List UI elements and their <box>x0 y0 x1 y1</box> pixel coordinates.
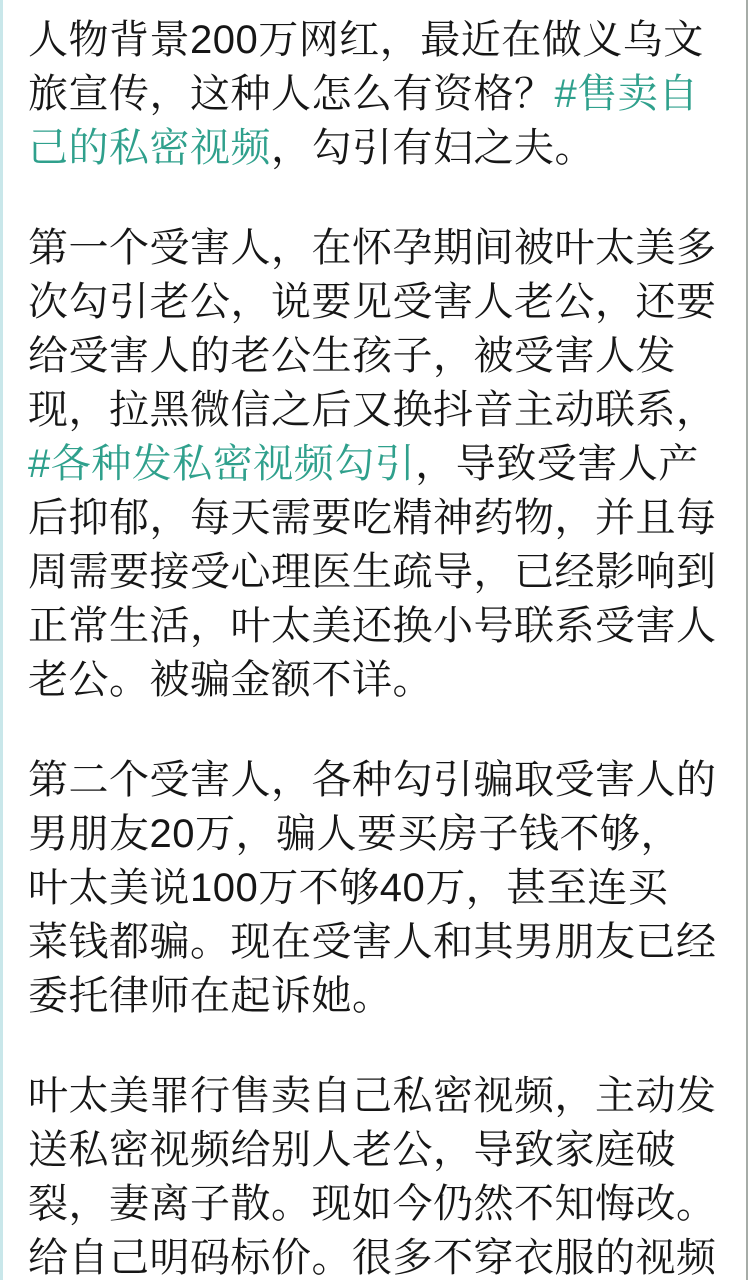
text-line <box>28 491 722 545</box>
paragraph <box>28 753 722 1023</box>
text-segment: ，导致受害人产 <box>415 442 699 486</box>
text-line <box>28 67 722 121</box>
text-segment: 委托律师在起诉她。 <box>28 974 393 1018</box>
text-line <box>28 329 722 383</box>
text-segment: 第二个受害人，各种勾引骗取受害人的 <box>28 758 717 802</box>
text-segment: 男朋友20万，骗人要买房子钱不够， <box>28 812 681 856</box>
text-segment: 送私密视频给别人老公，导致家庭破 <box>28 1128 676 1172</box>
text-line <box>28 13 722 67</box>
text-line <box>28 275 722 329</box>
text-line <box>28 221 722 275</box>
text-segment: 后抑郁，每天需要吃精神药物，并且每 <box>28 496 717 540</box>
text-line <box>28 1069 722 1123</box>
text-line <box>28 383 722 437</box>
text-segment: 旅宣传，这种人怎么有资格？ <box>28 72 555 116</box>
text-segment: 老公。被骗金额不详。 <box>28 658 433 702</box>
text-segment: 给受害人的老公生孩子，被受害人发 <box>28 334 676 378</box>
text-segment: 现，拉黑微信之后又换抖音主动联系， <box>28 388 717 432</box>
paragraph <box>28 13 722 175</box>
text-line <box>28 121 722 175</box>
text-line <box>28 969 722 1023</box>
text-segment: 给自己明码标价。很多不穿衣服的视频 <box>28 1236 717 1280</box>
text-line <box>28 1231 722 1280</box>
hashtag-link[interactable]: #各种发私密视频勾引 <box>28 442 416 486</box>
left-edge-border <box>0 0 3 1280</box>
text-segment: 叶太美说100万不够40万，甚至连买 <box>28 866 669 910</box>
text-segment: ，勾引有妇之夫。 <box>271 126 595 170</box>
text-line <box>28 807 722 861</box>
text-segment: 叶太美罪行售卖自己私密视频，主动发 <box>28 1074 717 1118</box>
paragraph <box>28 1069 722 1280</box>
text-line <box>28 753 722 807</box>
text-segment: 第一个受害人，在怀孕期间被叶太美多 <box>28 226 717 270</box>
text-line <box>28 861 722 915</box>
text-segment: 裂，妻离子散。现如今仍然不知悔改。 <box>28 1182 717 1226</box>
paragraph <box>28 221 722 707</box>
text-segment: 正常生活，叶太美还换小号联系受害人 <box>28 604 717 648</box>
text-segment: 周需要接受心理医生疏导，已经影响到 <box>28 550 717 594</box>
text-line <box>28 545 722 599</box>
text-segment: 次勾引老公，说要见受害人老公，还要 <box>28 280 717 324</box>
hashtag-link[interactable]: #售卖自 <box>554 72 699 116</box>
text-line <box>28 437 722 491</box>
text-line <box>28 653 722 707</box>
hashtag-link[interactable]: 己的私密视频 <box>28 126 271 170</box>
text-segment: 人物背景200万网红，最近在做义乌文 <box>28 18 704 62</box>
text-line <box>28 1177 722 1231</box>
text-line <box>28 915 722 969</box>
text-line <box>28 599 722 653</box>
text-segment: 菜钱都骗。现在受害人和其男朋友已经 <box>28 920 717 964</box>
text-line <box>28 1123 722 1177</box>
